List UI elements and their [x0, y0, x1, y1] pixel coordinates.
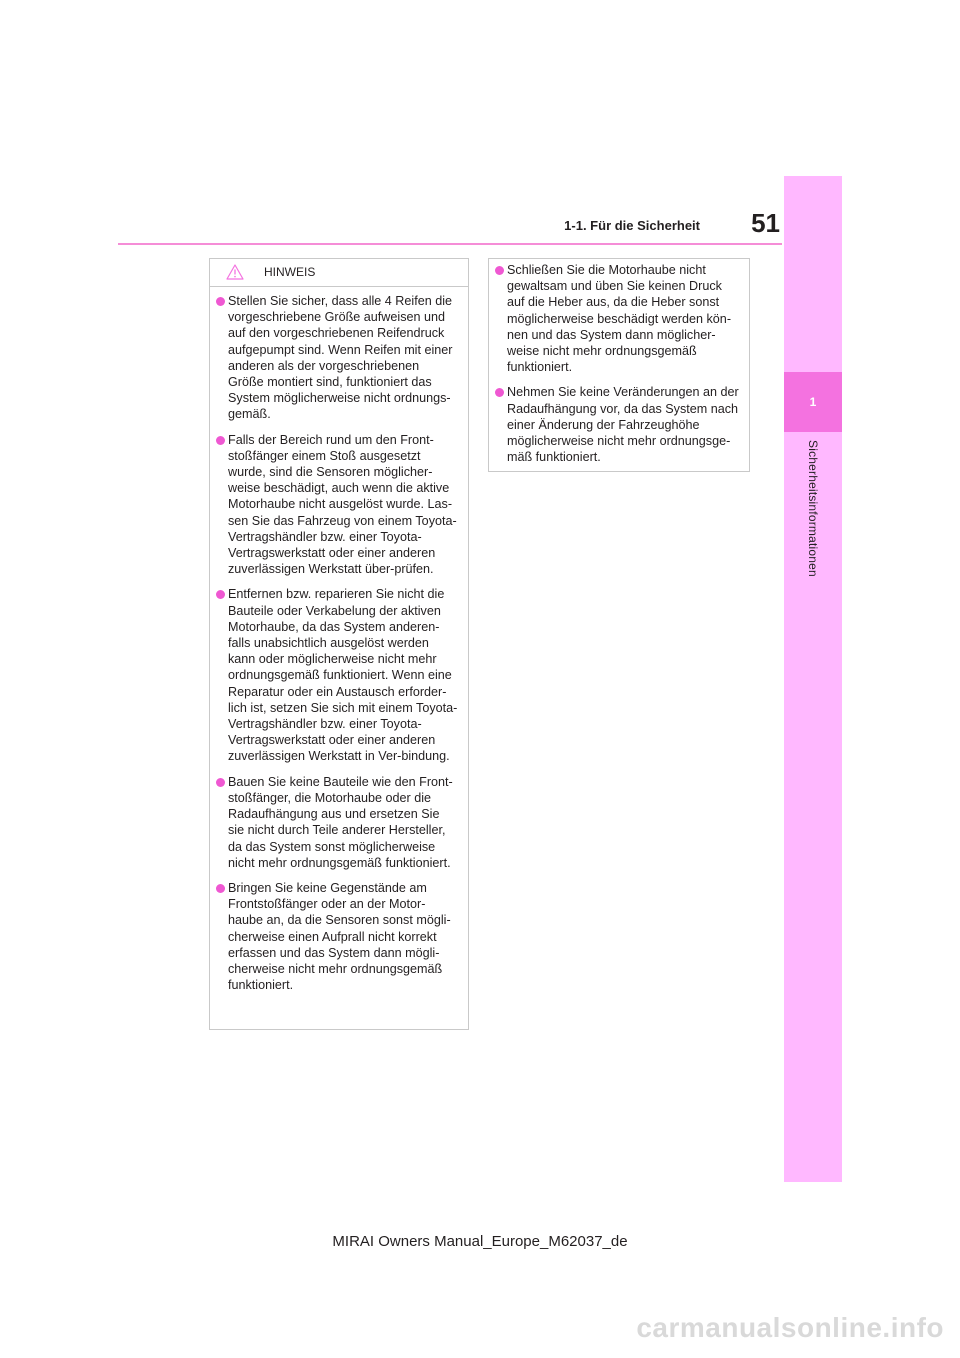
bullet-icon	[495, 388, 504, 397]
list-item	[495, 262, 739, 375]
list-item-text: Entfernen bzw. reparieren Sie nicht die Bauteile oder Verkabelung der aktiven Motorhaube, da das System anderen-falls unabsichtlich ausgelöst werden kann oder möglicherweise nicht mehr ordnungsgemäß funktioniert. Wenn eine Reparatur oder ein Austausch erforder-lich ist, setzen Sie sich mit einem Toyota-Vertragshändler bzw. einer Toyota-Vertragswerkstatt oder einer anderen zuverlässigen Werkstatt in Ver-bindung.	[228, 587, 458, 764]
list-item-text: Nehmen Sie keine Veränderungen an der Radaufhängung vor, da das System nach einer Änderung der Fahrzeughöhe möglicherweise nicht mehr ordnungsge-mäß funktioniert.	[507, 385, 739, 465]
list-item	[216, 880, 458, 993]
side-tab-chapter-title	[784, 440, 842, 600]
list-item	[216, 586, 458, 764]
list-item-text: Bauen Sie keine Bauteile wie den Front-stoßfänger, die Motorhaube oder die Radaufhängung aus und ersetzen Sie sie nicht durch Teile anderer Hersteller, da das System sonst möglicherweise nicht mehr ordnungsgemäß funktioniert.	[228, 774, 453, 870]
list-item	[495, 384, 739, 465]
notice-title: HINWEIS	[264, 265, 316, 279]
list-item	[216, 432, 458, 578]
notice-header	[210, 259, 468, 287]
notice-box-left	[209, 258, 469, 1030]
list-item-text: Bringen Sie keine Gegenstände am Frontstoßfänger oder an der Motor-haube an, da die Sensoren sonst mögli-cherweise einen Aufprall nicht korrekt erfassen und das System dann mögli-cherweise nicht mehr ordnungsgemäß funktioniert.	[228, 880, 451, 993]
page-number: 51	[751, 208, 780, 238]
list-item	[216, 293, 458, 423]
bullet-icon	[216, 590, 225, 599]
notice-box-right	[488, 258, 750, 472]
list-item-text: Stellen Sie sicher, dass alle 4 Reifen die vorgeschriebene Größe aufweisen und auf den vorgeschriebenen Reifendruck aufgepumpt sind. Wenn Reifen mit einer anderen als der vorgeschriebenen Größe montiert sind, funktioniert das System möglicherweise nicht ordnungs-gemäß.	[228, 294, 453, 422]
list-item	[216, 774, 458, 871]
bullet-icon	[495, 266, 504, 275]
chapter-title-text: Sicherheitsinformationen	[806, 440, 820, 577]
notice-items-right	[489, 259, 749, 465]
bullet-icon	[216, 884, 225, 893]
footer-manual-id: MIRAI Owners Manual_Europe_M62037_de	[332, 1233, 628, 1250]
bullet-icon	[216, 297, 225, 306]
side-tab-bar	[784, 176, 842, 1182]
header-rule	[118, 243, 782, 245]
bullet-icon	[216, 778, 225, 787]
section-header: 1-1. Für die Sicherheit	[564, 218, 700, 233]
warning-triangle-icon	[226, 264, 244, 280]
list-item-text: Schließen Sie die Motorhaube nicht gewaltsam und üben Sie keinen Druck auf die Heber aus, da die Heber sonst möglicherweise beschädigt werden kön-nen und das System dann möglicher-weise nicht mehr ordnungsgemäß funktioniert.	[507, 263, 732, 375]
watermark: carmanualsonline.info	[636, 1312, 944, 1343]
bullet-icon	[216, 436, 225, 445]
side-tab-chapter-number[interactable]: 1	[784, 372, 842, 432]
list-item-text: Falls der Bereich rund um den Front-stoßfänger einem Stoß ausgesetzt wurde, sind die Sensoren möglicher-weise beschädigt, auch wenn die aktive Motorhaube nicht ausgelöst wurde. Las-sen Sie das Fahrzeug von einem Toyota-Vertragshändler bzw. einer Toyota-Vertragswerkstatt oder einer anderen zuverlässigen Werkstatt über-prüfen.	[228, 432, 457, 577]
notice-items-left	[210, 287, 468, 993]
